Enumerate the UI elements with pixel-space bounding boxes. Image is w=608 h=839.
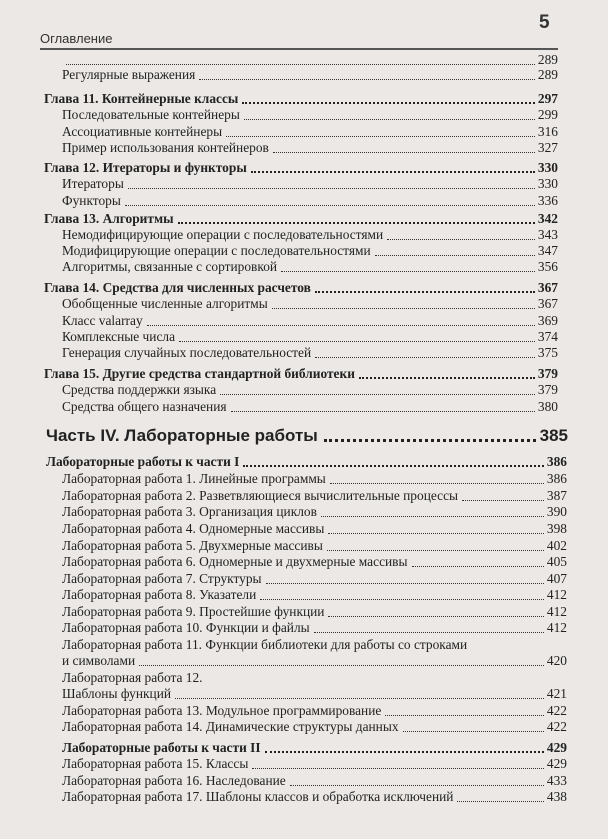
toc-section: Комплексные числа 374 <box>62 329 558 344</box>
toc-chapter-12: Глава 12. Итераторы и функторы 330 <box>44 160 558 175</box>
toc-entry-continuation: 289 <box>62 52 558 68</box>
toc-section: Ассоциативные контейнеры 316 <box>62 124 558 139</box>
toc-lab-entry: Лабораторная работа 4. Одномерные массивы 398 <box>62 521 567 536</box>
toc-lab-group-part-2: Лабораторные работы к части II 429 <box>62 740 567 755</box>
toc-lab-entry: Лабораторная работа 15. Классы 429 <box>62 756 567 771</box>
toc-chapter-14: Глава 14. Средства для численных расчетов 367 <box>44 280 558 295</box>
toc-lab-entry-continuation: и символами 420 <box>62 653 567 668</box>
toc-lab-group-part-1: Лабораторные работы к части I 386 <box>46 454 567 469</box>
toc-section: Последовательные контейнеры 299 <box>62 107 558 122</box>
toc-section: Алгоритмы, связанные с сортировкой 356 <box>62 259 558 274</box>
toc-lab-entry: Лабораторная работа 17. Шаблоны классов и обработка исключений 438 <box>62 789 567 804</box>
toc-lab-entry: Лабораторная работа 3. Организация циклов 390 <box>62 504 567 519</box>
toc-chapter-15: Глава 15. Другие средства стандартной библиотеки 379 <box>44 366 558 381</box>
toc-lab-entry: Лабораторная работа 7. Структуры 407 <box>62 571 567 586</box>
toc-chapter-11: Глава 11. Контейнерные классы 297 <box>44 91 558 106</box>
toc-section: Средства поддержки языка 379 <box>62 382 558 397</box>
toc-section: Немодифицирующие операции с последовательностями 343 <box>62 227 558 242</box>
toc-section: Обобщенные численные алгоритмы 367 <box>62 296 558 311</box>
toc-lab-entry: Лабораторная работа 6. Одномерные и двухмерные массивы 405 <box>62 554 567 569</box>
toc-lab-entry: Лабораторная работа 8. Указатели 412 <box>62 587 567 602</box>
toc-lab-entry: Лабораторная работа 12. <box>62 670 203 685</box>
toc-lab-entry: Лабораторная работа 13. Модульное программирование 422 <box>62 703 567 718</box>
toc-section: Средства общего назначения 380 <box>62 399 558 414</box>
toc-lab-entry: Лабораторная работа 9. Простейшие функции 412 <box>62 604 567 619</box>
toc-section: Класс valarray 369 <box>62 313 558 328</box>
toc-section: Модифицирующие операции с последовательностями 347 <box>62 243 558 258</box>
toc-lab-entry: Лабораторная работа 5. Двухмерные массивы 402 <box>62 538 567 553</box>
toc-lab-entry: Лабораторная работа 1. Линейные программы 386 <box>62 471 567 486</box>
page-number: 5 <box>539 12 550 33</box>
toc-section: Пример использования контейнеров 327 <box>62 140 558 155</box>
toc-section: Генерация случайных последовательностей 375 <box>62 345 558 360</box>
toc-section: Функторы 336 <box>62 193 558 208</box>
toc-section: Итераторы 330 <box>62 176 558 191</box>
toc-lab-entry-continuation: Шаблоны функций 421 <box>62 686 567 701</box>
toc-section: Регулярные выражения 289 <box>62 67 558 82</box>
running-header: Оглавление <box>40 31 113 46</box>
toc-lab-entry: Лабораторная работа 10. Функции и файлы 412 <box>62 620 567 635</box>
toc-lab-entry: Лабораторная работа 16. Наследование 433 <box>62 773 567 788</box>
toc-lab-entry: Лабораторная работа 14. Динамические структуры данных 422 <box>62 719 567 734</box>
toc-lab-entry: Лабораторная работа 11. Функции библиотеки для работы со строками <box>62 637 468 652</box>
toc-lab-entry: Лабораторная работа 2. Разветвляющиеся вычислительные процессы 387 <box>62 488 567 503</box>
toc-part-4: Часть IV. Лабораторные работы 385 <box>46 426 568 445</box>
toc-chapter-13: Глава 13. Алгоритмы 342 <box>44 211 558 226</box>
header-divider <box>40 48 558 50</box>
